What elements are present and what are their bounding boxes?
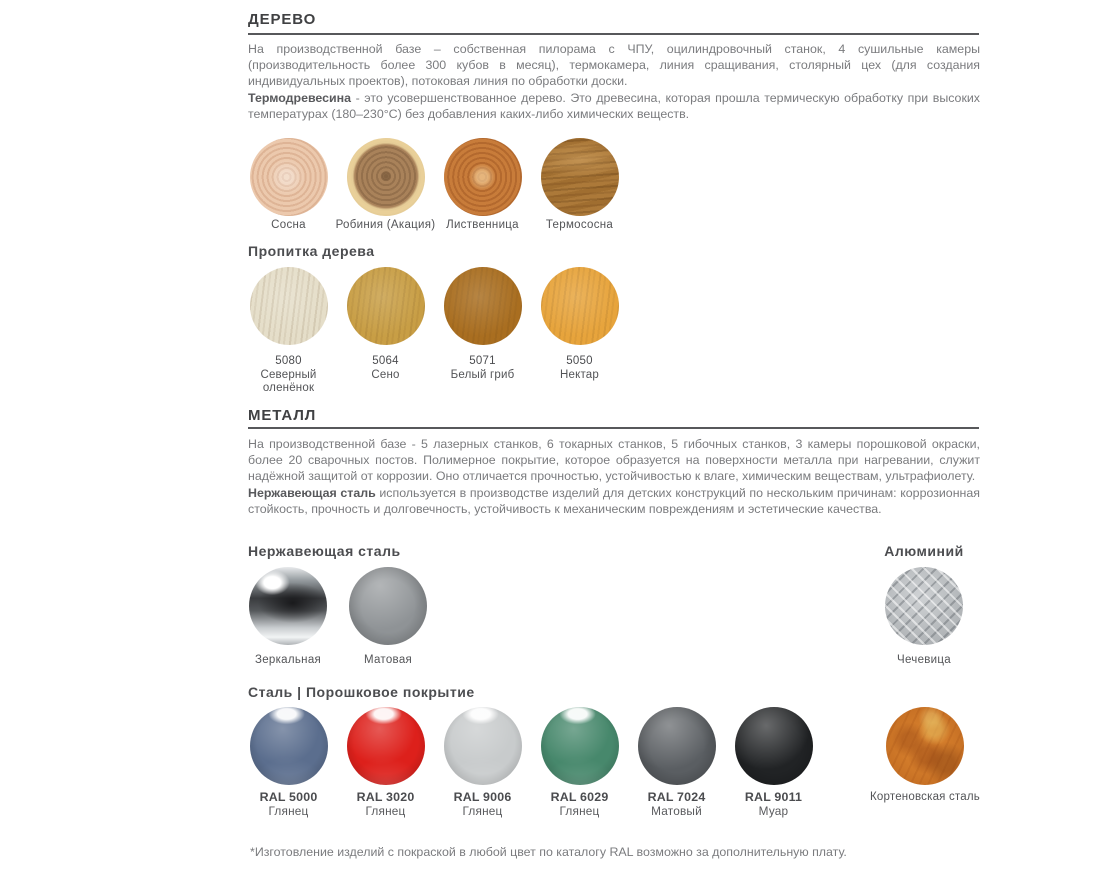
- aluminum-block: [872, 543, 976, 666]
- impregnation-swatch-5080: [250, 267, 328, 345]
- corten-label: Кортеновская сталь: [870, 791, 980, 803]
- powder-code: RAL 3020: [356, 790, 415, 804]
- wood-section-divider: [248, 33, 979, 35]
- wood-species-label: Сосна: [271, 219, 306, 231]
- metal-stainless-lead: Нержавеющая сталь: [248, 485, 376, 500]
- stainless-finish-label: Зеркальная: [254, 654, 322, 666]
- powder-title: Сталь | Порошковое покрытие: [248, 684, 475, 700]
- impregnation-title: Пропитка дерева: [248, 243, 375, 259]
- powder-code: RAL 9011: [744, 790, 803, 804]
- metal-section-divider: [248, 427, 979, 429]
- powder-finish: Глянец: [559, 804, 600, 818]
- powder-finish: Глянец: [462, 804, 503, 818]
- wood-swatch-robinia: [347, 138, 425, 216]
- aluminum-swatch-checkerplate: [885, 567, 963, 645]
- impregnation-code: 5080: [275, 355, 302, 367]
- impregnation-name: Белый гриб: [450, 368, 515, 381]
- impregnation-name: Нектар: [560, 368, 599, 381]
- impregnation-swatch-5071: [444, 267, 522, 345]
- powder-code: RAL 5000: [259, 790, 318, 804]
- wood-intro-block: [248, 41, 980, 122]
- impregnation-label: [243, 355, 335, 396]
- powder-item: [434, 707, 531, 832]
- wood-thermo-paragraph: [248, 90, 980, 122]
- powder-swatch-ral3020: [347, 707, 425, 785]
- impregnation-name: Северный оленёнок: [260, 368, 317, 394]
- impregnation-swatch-5064: [347, 267, 425, 345]
- wood-species-item: [531, 138, 628, 263]
- corten-block: [867, 707, 983, 805]
- stainless-item: [238, 567, 338, 692]
- powder-finish: Матовый: [651, 804, 702, 818]
- impregnation-item: [337, 267, 434, 392]
- powder-finish: Муар: [758, 804, 789, 818]
- powder-finish: Глянец: [268, 804, 309, 818]
- impregnation-swatch-5050: [541, 267, 619, 345]
- stainless-finish-label: Матовая: [363, 654, 413, 666]
- powder-code: RAL 6029: [550, 790, 609, 804]
- stainless-row: [238, 567, 438, 692]
- metal-stainless-paragraph: [248, 485, 980, 517]
- powder-code: RAL 7024: [647, 790, 706, 804]
- powder-item: [531, 707, 628, 832]
- wood-swatch-pine: [250, 138, 328, 216]
- powder-label: [745, 790, 802, 818]
- impregnation-code: 5071: [469, 355, 496, 367]
- powder-swatch-ral6029: [541, 707, 619, 785]
- impregnation-item: [531, 267, 628, 392]
- metal-intro-paragraph: На производственной базе - 5 лазерных станков, 6 токарных станков, 5 гибочных станков, 3 камеры порошковой окраски, более 20 сварочных постов. Полимерное покрытие, которое образуется на поверхности металла при нагревании, служит надёжной защитой от коррозии. Оно отличается прочностью, устойчивостью к влаге, химическим веществам, ультрафиолету.: [248, 437, 980, 484]
- aluminum-finish-label: Чечевица: [897, 654, 951, 666]
- powder-code: RAL 9006: [453, 790, 512, 804]
- wood-species-label: Термососна: [545, 219, 614, 231]
- powder-label: [551, 790, 609, 818]
- metal-stainless-text: используется в производстве изделий для детских конструкций по нескольким причинам: коррозионная стойкость, прочность и долговечность, устойчивость к механическим повреждениям и эстетические качества.: [248, 485, 980, 516]
- impregnation-label: [437, 355, 529, 382]
- impregnation-row: [240, 267, 628, 392]
- powder-swatch-ral9006: [444, 707, 522, 785]
- stainless-swatch-matte: [349, 567, 427, 645]
- wood-thermo-text: - это усовершенствованное дерево. Это древесина, которая прошла термическую обработку при высоких температурах (180–230°С) без добавления каких-либо химических веществ.: [248, 90, 980, 121]
- wood-species-label: Робиния (Акация): [335, 219, 436, 231]
- wood-species-item: [434, 138, 531, 263]
- powder-finish: Глянец: [365, 804, 406, 818]
- footer-note: *Изготовление изделий с покраской в любой цвет по каталогу RAL возможно за дополнительную плату.: [250, 845, 847, 859]
- wood-thermo-lead: Термодревесина: [248, 90, 352, 105]
- powder-swatch-ral5000: [250, 707, 328, 785]
- stainless-item: [338, 567, 438, 692]
- impregnation-name: Сено: [371, 368, 400, 381]
- impregnation-code: 5064: [372, 355, 399, 367]
- stainless-swatch-mirror: [249, 567, 327, 645]
- stainless-title: Нержавеющая сталь: [248, 543, 401, 559]
- powder-label: [357, 790, 415, 818]
- wood-section-title: ДЕРЕВО: [248, 11, 317, 28]
- powder-label: [648, 790, 706, 818]
- impregnation-item: [434, 267, 531, 392]
- powder-item: [240, 707, 337, 832]
- wood-swatch-thermopine: [541, 138, 619, 216]
- wood-species-label: Лиственница: [446, 219, 519, 231]
- impregnation-code: 5050: [566, 355, 593, 367]
- wood-swatch-larch: [444, 138, 522, 216]
- powder-item: [337, 707, 434, 832]
- powder-label: [260, 790, 318, 818]
- powder-swatch-ral7024: [638, 707, 716, 785]
- powder-item: [628, 707, 725, 832]
- impregnation-item: [240, 267, 337, 392]
- impregnation-label: [340, 355, 432, 382]
- powder-row: [240, 707, 822, 832]
- aluminum-title: Алюминий: [884, 543, 964, 559]
- corten-swatch: [886, 707, 964, 785]
- impregnation-label: [534, 355, 626, 382]
- powder-item: [725, 707, 822, 832]
- metal-section-title: МЕТАЛЛ: [248, 407, 317, 424]
- metal-intro-block: [248, 436, 980, 517]
- wood-intro-paragraph: На производственной базе – собственная пилорама с ЧПУ, оцилиндровочный станок, 4 сушильные камеры (производительность более 300 кубов в месяц), термокамера, линия сращивания, столярный цех (для создания индивидуальных проектов), потоковая линия по обработки доски.: [248, 42, 980, 89]
- powder-swatch-ral9011: [735, 707, 813, 785]
- powder-label: [454, 790, 512, 818]
